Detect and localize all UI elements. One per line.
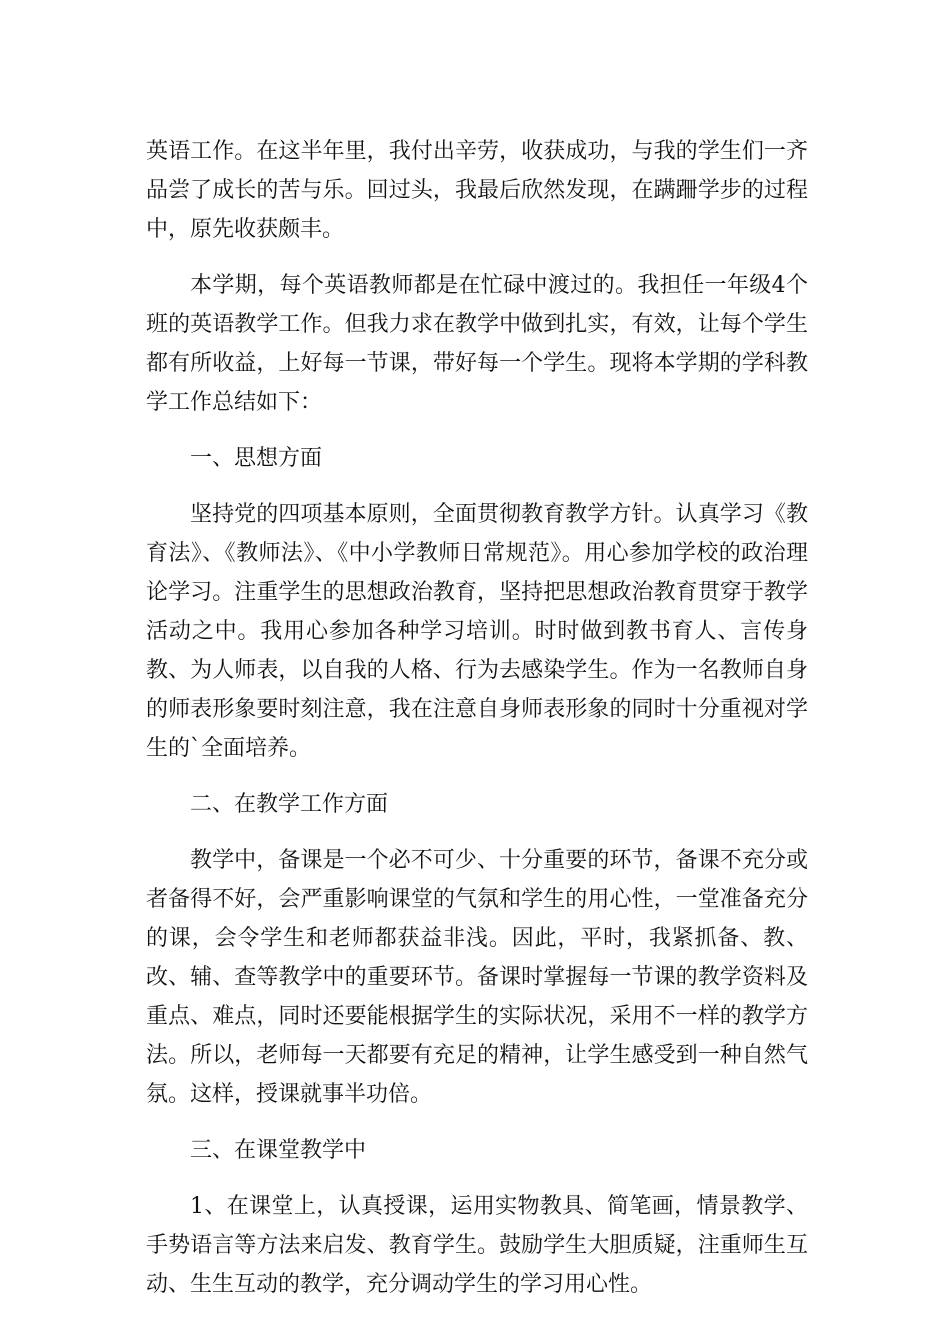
document-body: [146, 132, 808, 1321]
section-heading-teaching-work: 二、在教学工作方面: [190, 792, 389, 817]
section-heading-classroom: 三、在课堂教学中: [190, 1138, 367, 1163]
paragraph-teaching-work: 教学中，备课是一个必不可少、十分重要的环节，备课不充分或者备得不好，会严重影响课堂的气氛和学生的用心性，一堂准备充分的课，会令学生和老师都获益非浅。因此，平时，我紧抓备、教、改、辅、查等教学中的重要环节。备课时掌握每一节课的教学资料及重点、难点，同时还要能根据学生的实际状况，采用不一样的教学方法。所以，老师每一天都要有充足的精神，让学生感受到一种自然气氛。这样，授课就事半功倍。: [146, 848, 808, 1107]
paragraph-semester-intro: 本学期，每个英语教师都是在忙碌中渡过的。我担任一年级4个班的英语教学工作。但我力求在教学中做到扎实，有效，让每个学生都有所收益，上好每一节课，带好每一个学生。现将本学期的学科教学工作总结如下：: [146, 273, 808, 415]
paragraph-classroom-1: 1、在课堂上，认真授课，运用实物教具、简笔画，情景教学、手势语言等方法来启发、教育学生。鼓励学生大胆质疑，注重师生互动、生生互动的教学，充分调动学生的学习用心性。: [146, 1194, 808, 1297]
paragraph-continuation: 英语工作。在这半年里，我付出辛劳，收获成功，与我的学生们一齐品尝了成长的苦与乐。回过头，我最后欣然发现，在蹒跚学步的过程中，原先收获颇丰。: [146, 139, 808, 242]
paragraph-ideology: 坚持党的四项基本原则，全面贯彻教育教学方针。认真学习《教育法》、《教师法》、《中小学教师日常规范》。用心参加学校的政治理论学习。注重学生的思想政治教育，坚持把思想政治教育贯穿于教学活动之中。我用心参加各种学习培训。时时做到教书育人、言传身教、为人师表，以自我的人格、行为去感染学生。作为一名教师自身的师表形象要时刻注意，我在注意自身师表形象的同时十分重视对学生的`全面培养。: [146, 502, 808, 761]
section-heading-ideology: 一、思想方面: [190, 446, 323, 471]
